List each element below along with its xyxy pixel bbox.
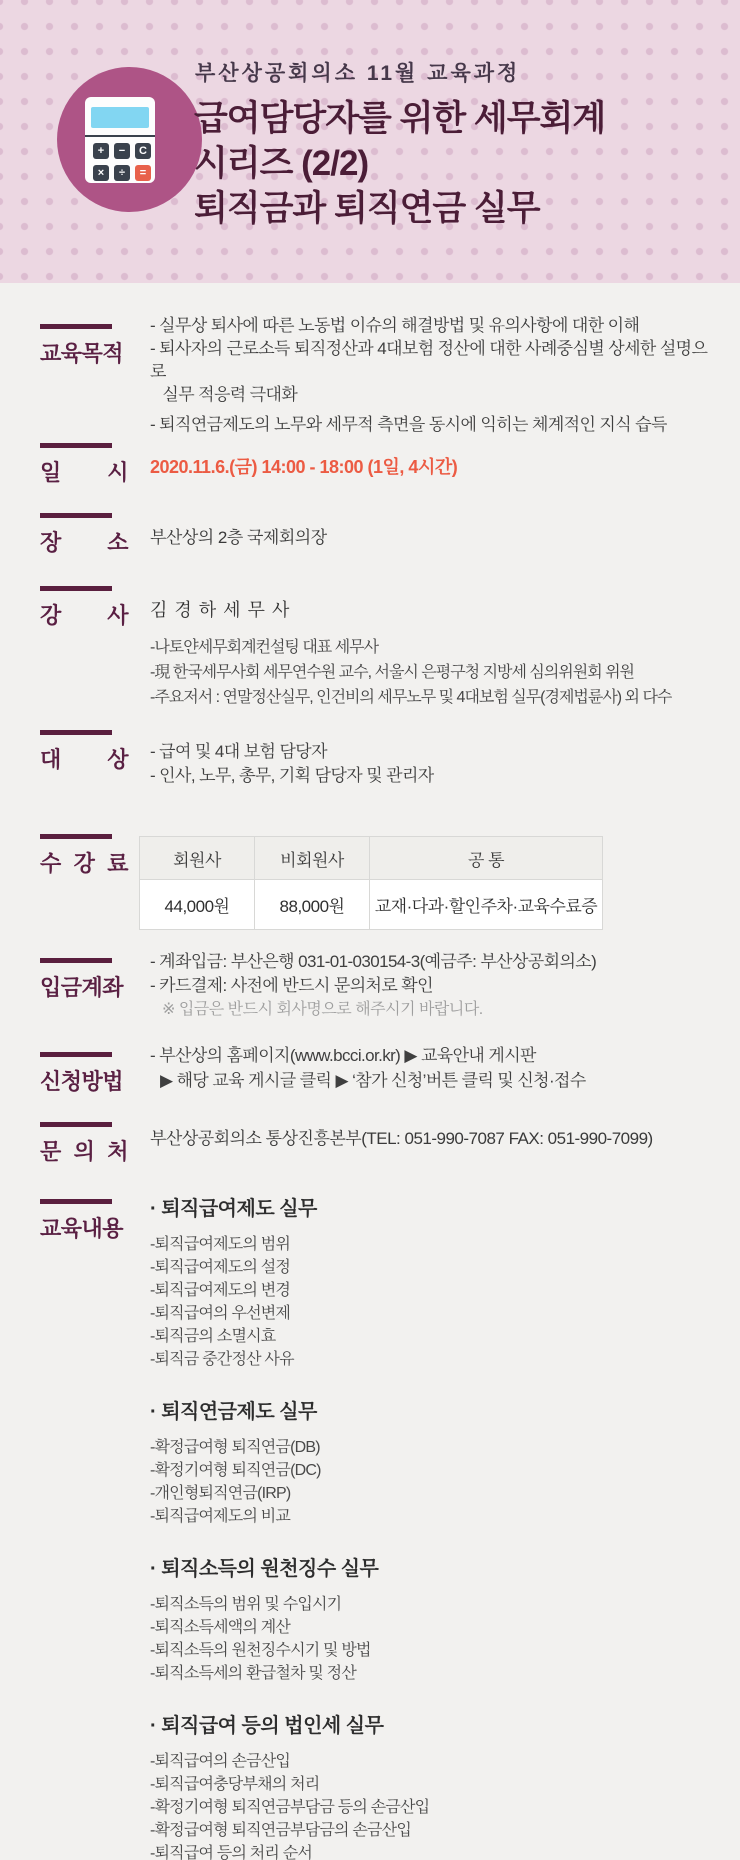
- fee-table-header-row: [140, 837, 603, 880]
- section-payment-content: [150, 950, 712, 1022]
- calculator-key: +: [93, 143, 109, 159]
- curriculum-items: [150, 1436, 712, 1528]
- page-title: [194, 96, 605, 231]
- payment-lines: [150, 950, 712, 998]
- page-title-line: 급여담당자를 위한 세무회계: [194, 99, 606, 138]
- instructor-details: [150, 635, 712, 710]
- section-curriculum-label: [40, 1199, 132, 1243]
- curriculum-item: -개인형퇴직연금(IRP): [150, 1485, 291, 1502]
- section-label-text: 입금계좌: [40, 975, 124, 1000]
- header-banner: [0, 0, 740, 283]
- curriculum-item: -퇴직급여의 손금산입: [150, 1753, 291, 1770]
- calculator-key: =: [135, 165, 151, 181]
- payment-line: - 카드결제: 사전에 반드시 문의처로 확인: [150, 976, 433, 995]
- section-purpose-label: [40, 324, 132, 368]
- curriculum-item: -확정급여형 퇴직연금부담금의 손금산입: [150, 1822, 411, 1839]
- calculator-key: ÷: [114, 165, 130, 181]
- datetime-value: 2020.11.6.(금) 14:00 - 18:00 (1일, 4시간): [150, 457, 458, 477]
- purpose-line: - 퇴사자의 근로소득 퇴직정산과 4대보험 정산에 대한 사례중심별 상세한 설명으로: [150, 339, 708, 381]
- section-instructor-label: [40, 586, 132, 630]
- target-line: - 인사, 노무, 총무, 기획 담당자 및 관리자: [150, 766, 434, 785]
- calculator-divider: [85, 135, 155, 137]
- curriculum-item: -확정급여형 퇴직연금(DB): [150, 1439, 320, 1456]
- purpose-line: - 퇴직연금제도의 노무와 세무적 측면을 동시에 익히는 체계적인 지식 습득: [150, 415, 667, 434]
- section-apply-label: [40, 1052, 132, 1096]
- section-target-label: [40, 730, 132, 774]
- fee-table-value-row: [140, 880, 603, 930]
- section-label-text: 교육내용: [40, 1216, 124, 1241]
- curriculum-item: -퇴직급여의 우선변제: [150, 1305, 291, 1322]
- payment-note: ※ 입금은 반드시 회사명으로 해주시기 바랍니다.: [162, 1001, 483, 1018]
- calculator-screen: [91, 107, 149, 128]
- calculator-icon: [85, 97, 155, 183]
- page-title-line: 퇴직금과 퇴직연금 실무: [194, 189, 540, 228]
- section-purpose-content: [150, 314, 712, 436]
- curriculum-item: -퇴직금 중간정산 사유: [150, 1351, 294, 1368]
- calculator-key: −: [114, 143, 130, 159]
- curriculum-group-3: [150, 1552, 712, 1685]
- contact-value: 부산상공회의소 통상진흥본부(TEL: 051-990-7087 FAX: 051-990-7099): [150, 1129, 653, 1148]
- curriculum-item: -퇴직소득세액의 계산: [150, 1619, 291, 1636]
- payment-line: - 계좌입금: 부산은행 031-01-030154-3(예금주: 부산상공회의소): [150, 952, 597, 971]
- section-label-text: 교육목적: [40, 341, 124, 366]
- section-payment-label: [40, 958, 132, 1002]
- section-curriculum-content: [150, 1192, 712, 1860]
- venue-value: 부산상의 2층 국제회의장: [150, 528, 327, 547]
- section-instructor-content: [150, 596, 712, 710]
- instructor-name: 김 경 하 세 무 사: [150, 600, 291, 620]
- curriculum-group-title: · 퇴직소득의 원천징수 실무: [150, 1558, 379, 1580]
- section-target-content: [150, 740, 712, 788]
- curriculum-item: -퇴직급여제도의 비교: [150, 1508, 291, 1525]
- section-accent-bar: [40, 324, 112, 329]
- target-line: - 급여 및 4대 보험 담당자: [150, 742, 327, 761]
- section-label-text: 수 강 료: [40, 851, 128, 876]
- curriculum-item: -퇴직소득의 범위 및 수입시기: [150, 1596, 342, 1613]
- curriculum-item: -퇴직급여충당부채의 처리: [150, 1776, 320, 1793]
- curriculum-item: -확정기여형 퇴직연금(DC): [150, 1462, 321, 1479]
- header-eyebrow: 부산상공회의소 11월 교육과정: [195, 62, 521, 85]
- section-accent-bar: [40, 1199, 112, 1204]
- curriculum-group-title: · 퇴직연금제도 실무: [150, 1401, 317, 1423]
- section-label-text: 신청방법: [40, 1069, 124, 1094]
- fee-col-member: 회원사: [140, 837, 255, 880]
- instructor-detail: -나토얀세무회계컨설팅 대표 세무사: [150, 639, 379, 656]
- section-label-text: 대 상: [40, 747, 128, 772]
- instructor-detail: -주요저서 : 연말정산실무, 인건비의 세무노무 및 4대보험 실무(경제법륜사) 외 다수: [150, 689, 672, 706]
- page-title-line: 시리즈 (2/2): [194, 144, 369, 183]
- section-label-text: 장 소: [40, 530, 128, 555]
- section-label-text: 일 시: [40, 460, 128, 485]
- instructor-detail: -現 한국세무사회 세무연수원 교수, 서울시 은평구청 지방세 심의위원회 위원: [150, 664, 635, 681]
- section-label-text: 문 의 처: [40, 1139, 128, 1164]
- section-accent-bar: [40, 443, 112, 448]
- section-fee-label: [40, 834, 132, 878]
- curriculum-item: -퇴직소득의 원천징수시기 및 방법: [150, 1642, 371, 1659]
- curriculum-item: -퇴직소득세의 환급철차 및 정산: [150, 1665, 356, 1682]
- curriculum-group-title: · 퇴직급여 등의 법인세 실무: [150, 1715, 384, 1737]
- section-venue-label: [40, 513, 132, 557]
- fee-member-value: 44,000원: [140, 880, 255, 930]
- section-apply-content: [150, 1043, 712, 1093]
- curriculum-group-2: [150, 1395, 712, 1528]
- curriculum-item: -퇴직금의 소멸시효: [150, 1328, 276, 1345]
- calculator-key: C: [135, 143, 151, 159]
- fee-table: [139, 836, 603, 930]
- section-accent-bar: [40, 513, 112, 518]
- curriculum-item: -퇴직급여제도의 범위: [150, 1236, 291, 1253]
- calculator-badge: [57, 67, 202, 212]
- curriculum-item: -퇴직급여제도의 설정: [150, 1259, 291, 1276]
- apply-line: - 부산상의 홈페이지(www.bcci.or.kr) ▶ 교육안내 게시판: [150, 1046, 536, 1065]
- curriculum-items: [150, 1750, 712, 1860]
- curriculum-group-1: [150, 1192, 712, 1371]
- section-datetime-label: [40, 443, 132, 487]
- curriculum-items: [150, 1593, 712, 1685]
- curriculum-group-4: [150, 1709, 712, 1860]
- section-accent-bar: [40, 958, 112, 963]
- curriculum-item: -퇴직급여제도의 변경: [150, 1282, 291, 1299]
- fee-common-value: 교재·다과·할인주차·교육수료증: [370, 880, 603, 930]
- curriculum-group-title: · 퇴직급여제도 실무: [150, 1198, 317, 1220]
- apply-line: ▶ 해당 교육 게시글 클릭 ▶ ‘참가 신청’버튼 클릭 및 신청·접수: [160, 1071, 586, 1090]
- section-accent-bar: [40, 586, 112, 591]
- section-label-text: 강 사: [40, 603, 128, 628]
- curriculum-items: [150, 1233, 712, 1371]
- curriculum-item: -확정기여형 퇴직연금부담금 등의 손금산입: [150, 1799, 430, 1816]
- section-accent-bar: [40, 1052, 112, 1057]
- curriculum-item: -퇴직급여 등의 처리 순서: [150, 1845, 313, 1860]
- calculator-key: ×: [93, 165, 109, 181]
- section-accent-bar: [40, 1122, 112, 1127]
- section-accent-bar: [40, 834, 112, 839]
- fee-col-nonmember: 비회원사: [255, 837, 370, 880]
- calculator-keys: [93, 143, 151, 181]
- fee-col-common: 공 통: [370, 837, 603, 880]
- purpose-line: - 실무상 퇴사에 따른 노동법 이슈의 해결방법 및 유의사항에 대한 이해: [150, 316, 640, 335]
- purpose-line: 실무 적응력 극대화: [150, 385, 298, 404]
- section-accent-bar: [40, 730, 112, 735]
- fee-nonmember-value: 88,000원: [255, 880, 370, 930]
- section-contact-label: [40, 1122, 132, 1166]
